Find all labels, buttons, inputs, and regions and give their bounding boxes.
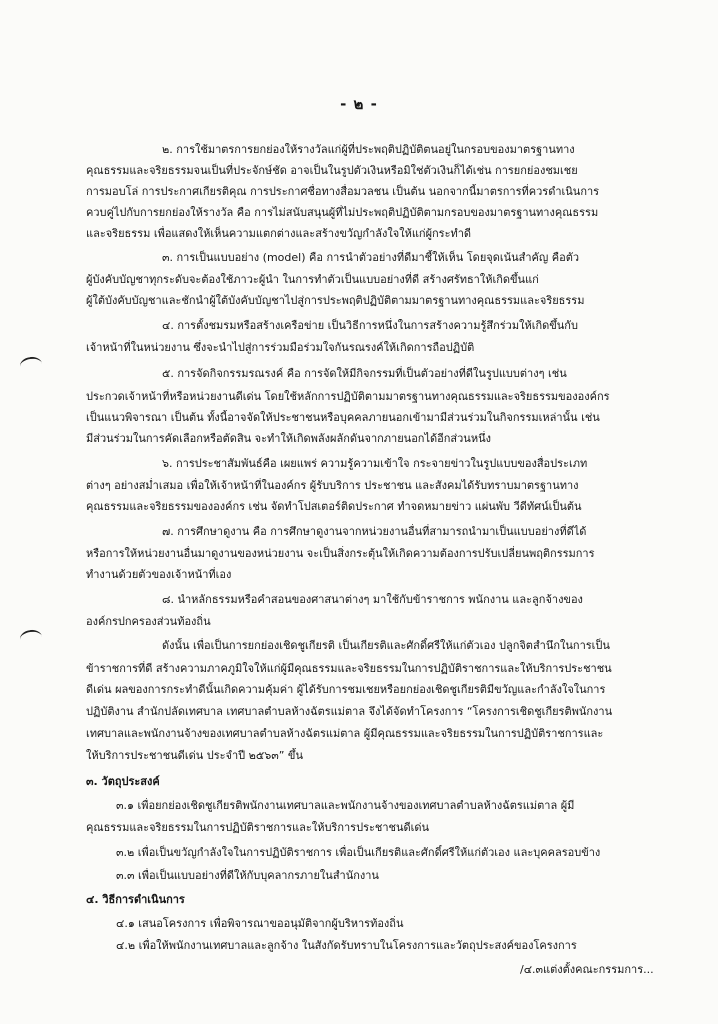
- text-line: ดังนั้น เพื่อเป็นการยกย่องเชิดชูเกียรติ เป็นเกียรติและศักดิ์ศรีให้แก่ตัวเอง ปลูกจิตสำนึกในการเป็น: [162, 639, 610, 652]
- text-line: ๘. นำหลักธรรมหรือคำสอนของศาสนาต่างๆ มาใช้กับข้าราชการ พนักงาน และลูกจ้างของ: [162, 593, 583, 606]
- text-line: ข้าราชการที่ดี สร้างความภาคภูมิใจให้แก่ผู้มีคุณธรรมและจริยธรรมในการปฏิบัติราชการและให้บริการประชาชน: [86, 662, 612, 675]
- text-line: ๒. การใช้มาตรการยกย่องให้รางวัลแก่ผู้ที่ประพฤติปฏิบัติตนอยู่ในกรอบของมาตรฐานทาง: [162, 143, 575, 156]
- text-line: ๔. การตั้งชมรมหรือสร้างเครือข่าย เป็นวิธีการหนึ่งในการสร้างความรู้สึกร่วมให้เกิดขึ้นกับ: [162, 319, 578, 332]
- text-line: ให้บริการประชาชนดีเด่น ประจำปี ๒๕๖๓” ขึ้น: [86, 749, 303, 762]
- text-line: ๓. การเป็นแบบอย่าง (model) คือ การนำตัวอย่างที่ดีมาชี้ให้เห็น โดยจุดเน้นสำคัญ คือตัว: [162, 251, 580, 264]
- text-line: ทำงานด้วยตัวของเจ้าหน้าที่เอง: [86, 568, 232, 581]
- text-line: ๔.๑ เสนอโครงการ เพื่อพิจารณาขออนุมัติจากผู้บริหารท้องถิ่น: [116, 917, 404, 930]
- text-line: เทศบาลและพนักงานจ้างของเทศบาลตำบลห้างฉัตรแม่ตาล ผู้มีคุณธรรมและจริยธรรมในการปฏิบัติราชการและ: [86, 727, 604, 740]
- text-line: ๕. การจัดกิจกรรมรณรงค์ คือ การจัดให้มีกิจกรรมที่เป็นตัวอย่างที่ดีในรูปแบบต่างๆ เช่น: [162, 367, 567, 380]
- text-line: ๓.๓ เพื่อเป็นแบบอย่างที่ดีให้กับบุคลากรภายในสำนักงาน: [116, 869, 379, 882]
- punch-hole-mark: [19, 356, 43, 375]
- text-line: ควบคู่ไปกับการยกย่องให้รางวัล คือ การไม่สนับสนุนผู้ที่ไม่ประพฤติปฏิบัติตามกรอบของมาตรฐานทางคุณธรรม: [86, 206, 599, 219]
- punch-hole-mark: [19, 629, 43, 648]
- text-line: ๓.๒ เพื่อเป็นขวัญกำลังใจในการปฏิบัติราชการ เพื่อเป็นเกียรติและศักดิ์ศรีให้แก่ตัวเอง และบุคคลรอบข้าง: [116, 846, 601, 859]
- text-line: ๖. การประชาสัมพันธ์คือ เผยแพร่ ความรู้ความเข้าใจ กระจายข่าวในรูปแบบของสื่อประเภท: [162, 457, 588, 470]
- text-line: คุณธรรมและจริยธรรมจนเป็นที่ประจักษ์ชัด อาจเป็นในรูปตัวเงินหรือมิใช่ตัวเงินก็ได้เช่น การยกย่องชมเชย: [86, 164, 578, 177]
- text-line: ๔.๒ เพื่อให้พนักงานเทศบาลและลูกจ้าง ในสังกัดรับทราบในโครงการและวัตถุประสงค์ของโครงการ: [116, 939, 577, 952]
- text-line: องค์กรปกครองส่วนท้องถิ่น: [86, 615, 211, 628]
- text-line: ๗. การศึกษาดูงาน คือ การศึกษาดูงานจากหน่วยงานอื่นที่สามารถนำมาเป็นแบบอย่างที่ดีได้: [162, 525, 587, 538]
- section-heading: ๔. วิธีการดำเนินการ: [86, 893, 185, 906]
- text-line: การมอบโล่ การประกาศเกียรติคุณ การประกาศชื่อทางสื่อมวลชน เป็นต้น นอกจากนี้มาตรการที่ควรดำเนินการ: [86, 185, 600, 198]
- page-number: - ๒ -: [340, 95, 378, 113]
- text-line: คุณธรรมและจริยธรรมขององค์กร เช่น จัดทำโปสเตอร์ติดประกาศ ทำจดหมายข่าว แผ่นพับ วีดีทัศน์เป็นต้น: [86, 500, 582, 513]
- text-line: หรือการให้หน่วยงานอื่นมาดูงานของหน่วยงาน จะเป็นสิ่งกระตุ้นให้เกิดความต้องการปรับเปลี่ยนพฤติกรรมการ: [86, 547, 595, 560]
- text-line: และจริยธรรม เพื่อแสดงให้เห็นความแตกต่างและสร้างขวัญกำลังใจให้แก่ผู้กระทำดี: [86, 227, 472, 240]
- text-line: คุณธรรมและจริยธรรมในการปฏิบัติราชการและให้บริการประชาชนดีเด่น: [86, 821, 430, 834]
- text-line: มีส่วนร่วมในการคัดเลือกหรือตัดสิน จะทำให้เกิดพลังผลักดันจากภายนอกได้อีกส่วนหนึ่ง: [86, 432, 491, 445]
- text-line: /๔.๓แต่งตั้งคณะกรรมการ...: [520, 963, 654, 976]
- text-line: เจ้าหน้าที่ในหน่วยงาน ซึ่งจะนำไปสู่การร่วมมือร่วมใจกันรณรงค์ให้เกิดการถือปฏิบัติ: [86, 341, 475, 354]
- text-line: เป็นแนวพิจารณา เป็นต้น ทั้งนี้อาจจัดให้ประชาชนหรือบุคคลภายนอกเข้ามามีส่วนร่วมในกิจกรรมเหล่านั้น เช่น: [86, 411, 600, 424]
- text-line: ๓.๑ เพื่อยกย่องเชิดชูเกียรติพนักงานเทศบาลและพนักงานจ้างของเทศบาลตำบลห้างฉัตรแม่ตาล ผู้มี: [116, 799, 575, 812]
- section-heading: ๓. วัตถุประสงค์: [86, 775, 160, 788]
- text-line: ผู้บังคับบัญชาทุกระดับจะต้องใช้ภาวะผู้นำ ในการทำตัวเป็นแบบอย่างที่ดี สร้างศรัทธาให้เกิดขึ้นแก่: [86, 273, 539, 286]
- text-line: ต่างๆ อย่างสม่ำเสมอ เพื่อให้เจ้าหน้าที่ในองค์กร ผู้รับบริการ ประชาชน และสังคมได้รับทราบมาตรฐานทาง: [86, 479, 579, 492]
- text-line: ประกวดเจ้าหน้าที่หรือหน่วยงานดีเด่น โดยใช้หลักการปฏิบัติตามมาตรฐานทางคุณธรรมและจริยธรรมขององค์กร: [86, 390, 610, 403]
- text-line: ปฏิบัติงาน สำนักปลัดเทศบาล เทศบาลตำบลห้างฉัตรแม่ตาล จึงได้จัดทำโครงการ “โครงการเชิดชูเกียรติพนักงาน: [86, 705, 613, 718]
- text-line: ดีเด่น ผลของการกระทำดีนั้นเกิดความคุ้มค่า ผู้ได้รับการชมเชยหรือยกย่องเชิดชูเกียรติมีขวัญและกำลังใจในการ: [86, 683, 606, 696]
- text-line: ผู้ใต้บังคับบัญชาและชักนำผู้ใต้บังคับบัญชาไปสู่การประพฤติปฏิบัติตามมาตรฐานทางคุณธรรมและจริยธรรม: [86, 294, 585, 307]
